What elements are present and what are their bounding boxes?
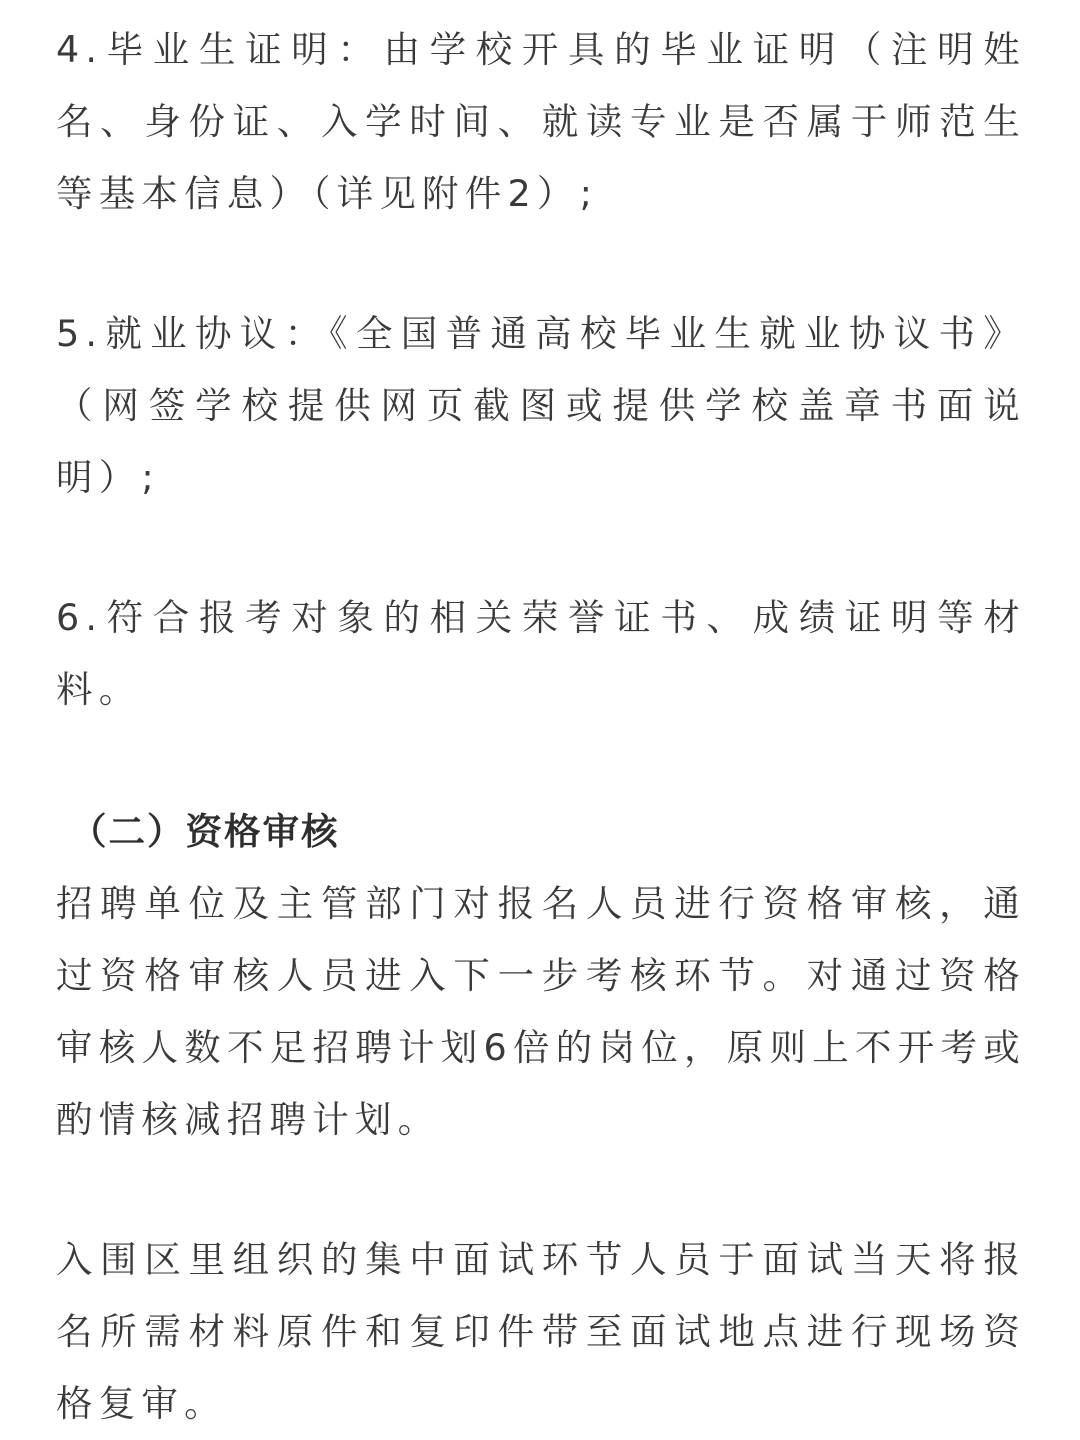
paragraph-spacer: [56, 1156, 1026, 1224]
paragraph-spacer: [56, 726, 1026, 796]
item-4-graduate-certificate: 4.毕业生证明：由学校开具的毕业证明（注明姓名、身份证、入学时间、就读专业是否属于师范生等基本信息）（详见附件2）;: [56, 28, 1026, 215]
paragraph-spacer: [56, 230, 1026, 298]
item-6-honor-certificates: 6.符合报考对象的相关荣誉证书、成绩证明等材料。: [56, 596, 1026, 711]
article-body: [56, 14, 1026, 1440]
section-heading-qualification-review: （二）资格审核: [70, 810, 340, 853]
onsite-review-paragraph: 入围区里组织的集中面试环节人员于面试当天将报名所需材料原件和复印件带至面试地点进行现场资格复审。: [56, 1238, 1026, 1425]
qualification-review-paragraph: 招聘单位及主管部门对报名人员进行资格审核，通过资格审核人员进入下一步考核环节。对通过资格审核人数不足招聘计划6倍的岗位，原则上不开考或酌情核减招聘计划。: [56, 882, 1026, 1141]
item-5-employment-agreement: 5.就业协议：《全国普通高校毕业生就业协议书》（网签学校提供网页截图或提供学校盖章书面说明）;: [56, 312, 1026, 499]
paragraph-spacer: [56, 514, 1026, 582]
